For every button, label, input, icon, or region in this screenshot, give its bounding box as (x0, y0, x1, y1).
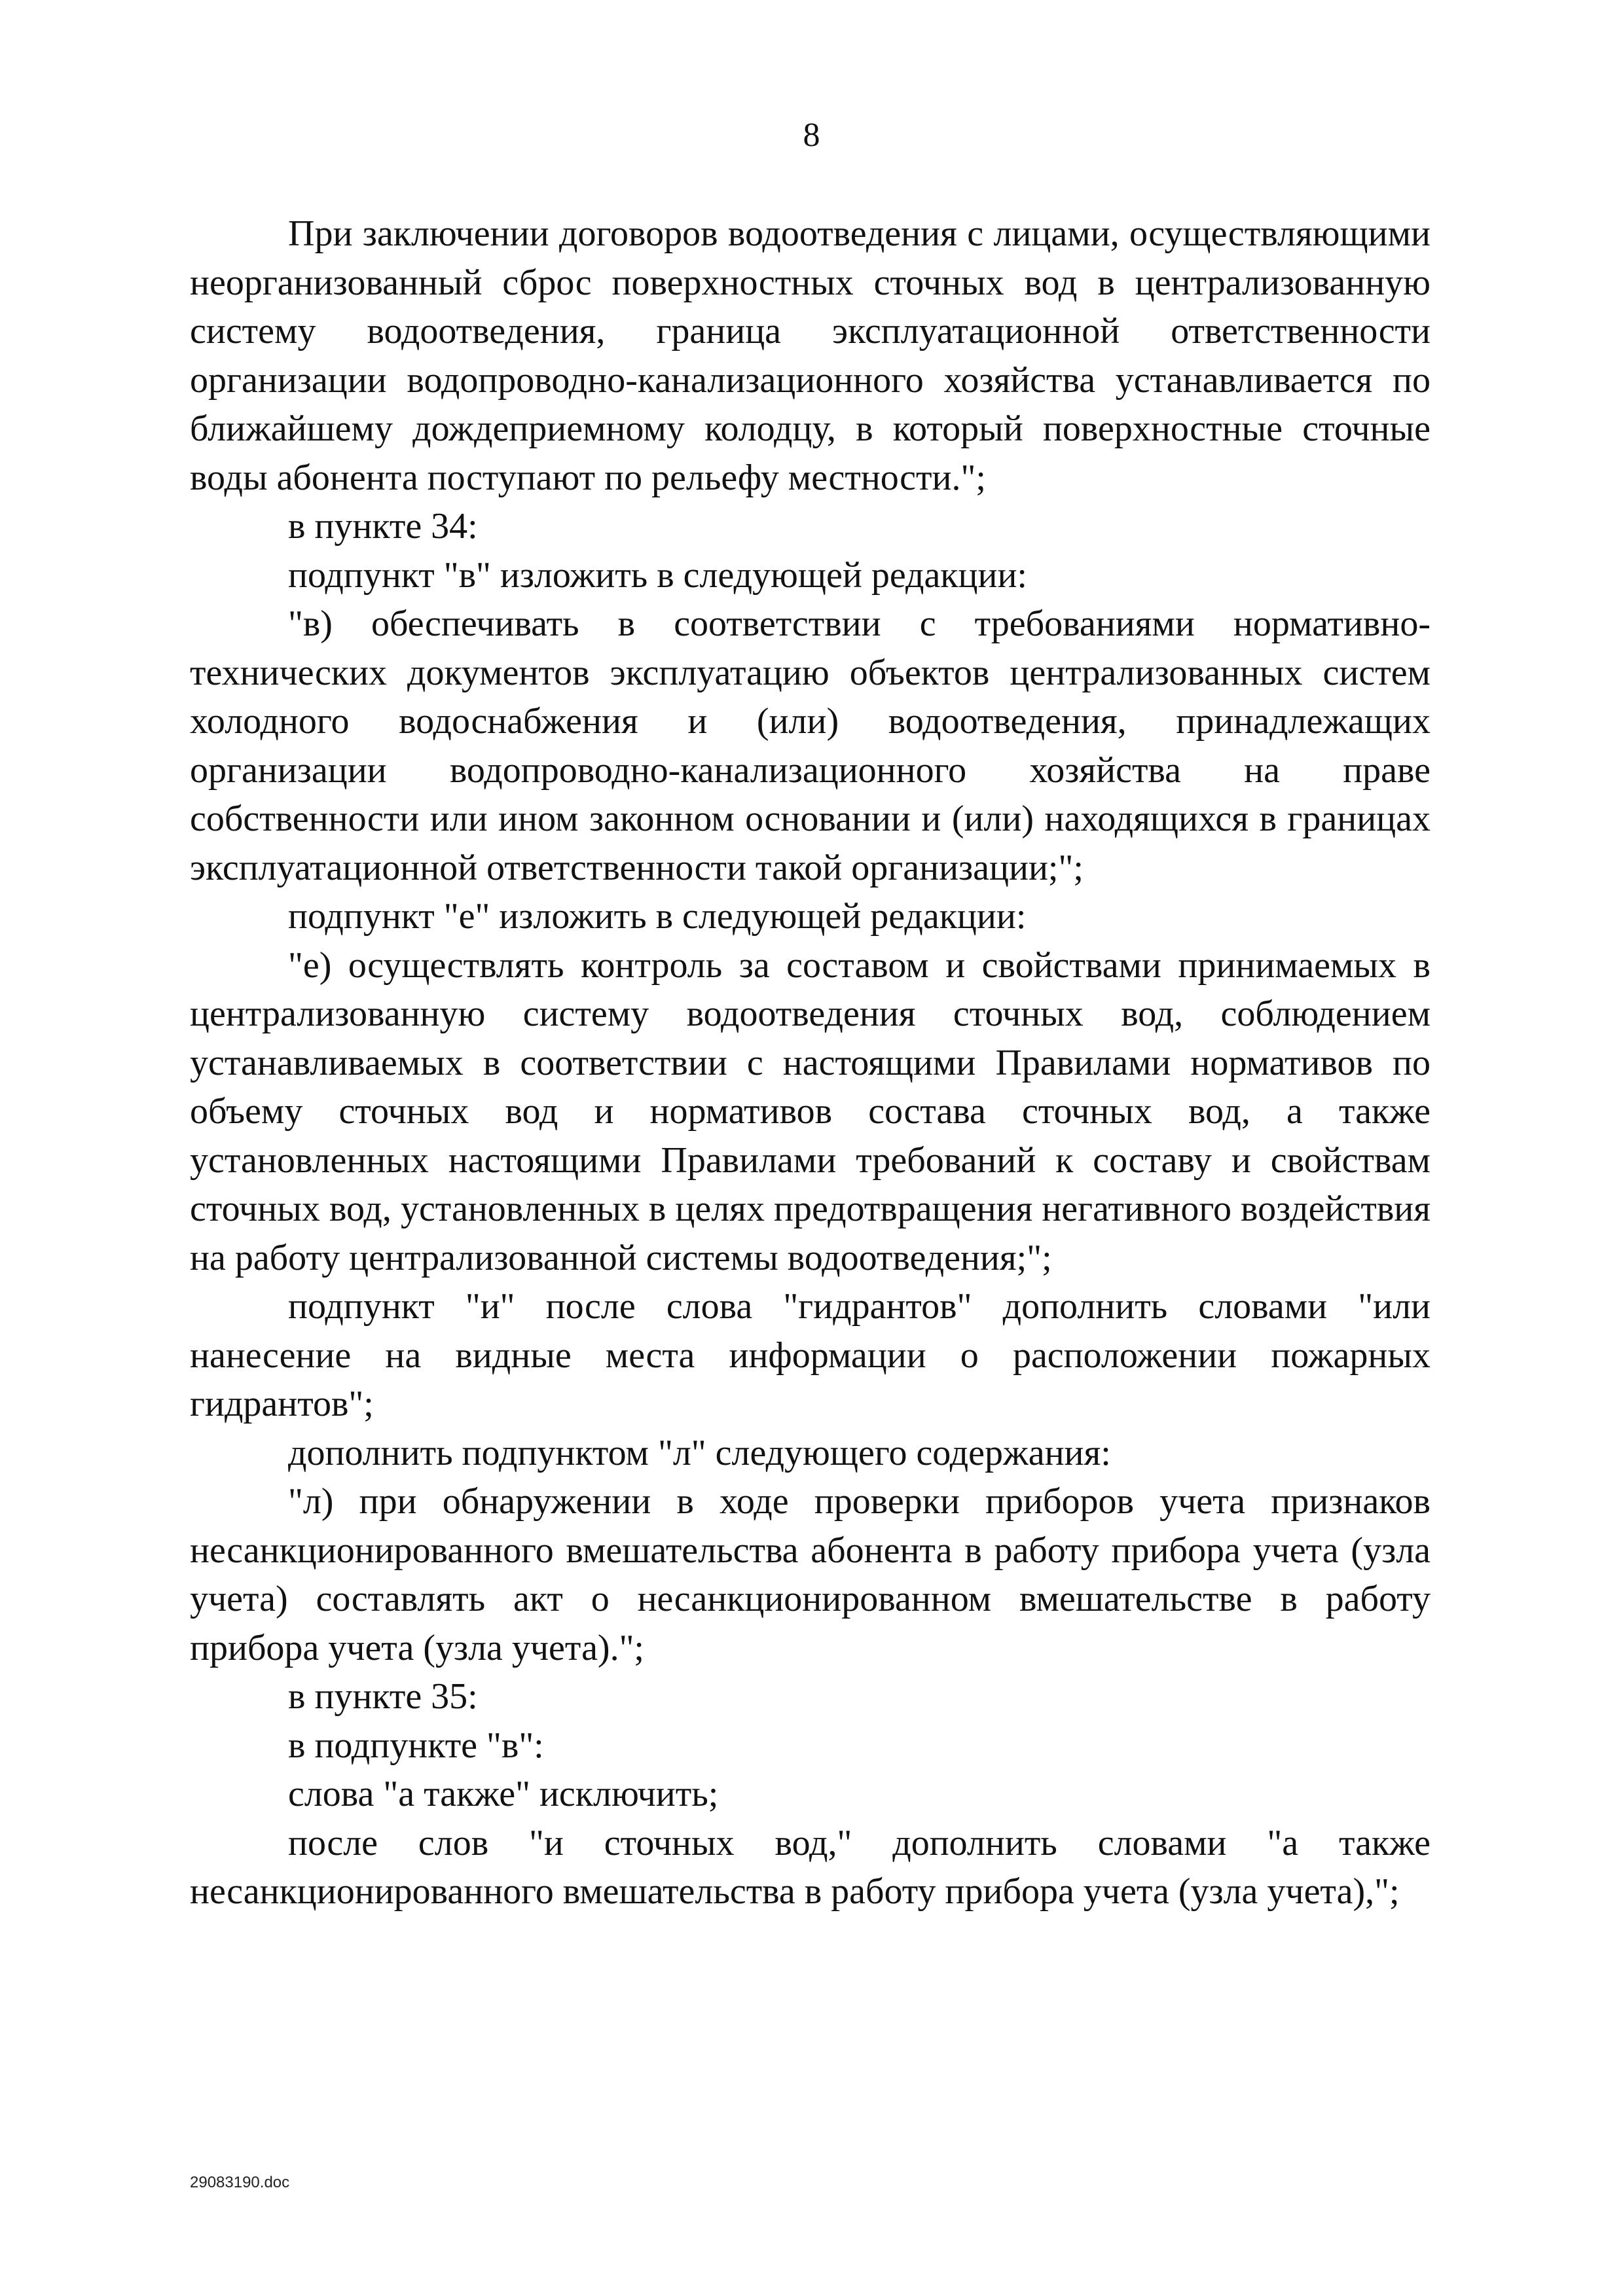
paragraph-exclude-words: слова "а также" исключить; (288, 1774, 719, 1814)
paragraph-subitem-v-header: подпункт "в" изложить в следующей редакции: (288, 554, 1027, 596)
paragraph-item-35: в пункте 35: (288, 1676, 478, 1717)
paragraph-subitem-e-text: "е) осуществлять контроль за составом и свойствами принимаемых в централизованную систему водоотведения сточных вод, соблюдением устанавливаемых в соответствии с настоящими Правилами нормативов по объему сточных вод и нормативов состава сточных вод, а также установленных настоящими Правилами требований к составу и свойствам сточных вод, установленных в целях предотвращения негативного воздействия на работу централизованной системы водоотведения;"; (190, 944, 1431, 1278)
paragraph-item-35-subitem-v: в подпункте "в": (288, 1725, 544, 1766)
paragraph-subitem-l-text: "л) при обнаружении в ходе проверки приборов учета признаков несанкционированного вмешательства абонента в работу прибора учета (узла учета) составлять акт о несанкционированном вмешательстве в работу прибора учета (узла учета)."; (190, 1481, 1431, 1668)
paragraph-subitem-i: подпункт "и" после слова "гидрантов" дополнить словами "или нанесение на видные места информации о расположении пожарных гидрантов"; (190, 1286, 1431, 1424)
document-file-code: 29083190.doc (190, 2174, 290, 2191)
paragraph-subitem-v-text: "в) обеспечивать в соответствии с требованиями нормативно-технических документов эксплуатацию объектов централизованных систем холодного водоснабжения и (или) водоотведения, принадлежащих организации водопроводно-канализационного хозяйства на праве собственности или ином законном основании и (или) находящихся в границах эксплуатационной ответственности такой организации;"; (190, 603, 1431, 888)
paragraph-item-34: в пункте 34: (288, 506, 478, 547)
paragraph-subitem-l-header: дополнить подпунктом "л" следующего содержания: (288, 1432, 1111, 1473)
document-body (190, 209, 1431, 1916)
paragraph-subitem-e-header: подпункт "е" изложить в следующей редакции: (288, 896, 1027, 937)
page-number: 8 (803, 117, 820, 154)
paragraph-add-words: после слов "и сточных вод," дополнить словами "а также несанкционированного вмешательства в работу прибора учета (узла учета),"; (190, 1822, 1431, 1912)
paragraph-stormwater-boundary: При заключении договоров водоотведения с лицами, осуществляющими неорганизованный сброс поверхностных сточных вод в централизованную систему водоотведения, граница эксплуатационной ответственности организации водопроводно-канализационного хозяйства устанавливается по ближайшему дождеприемному колодцу, в который поверхностные сточные воды абонента поступают по рельефу местности."; (190, 213, 1431, 498)
